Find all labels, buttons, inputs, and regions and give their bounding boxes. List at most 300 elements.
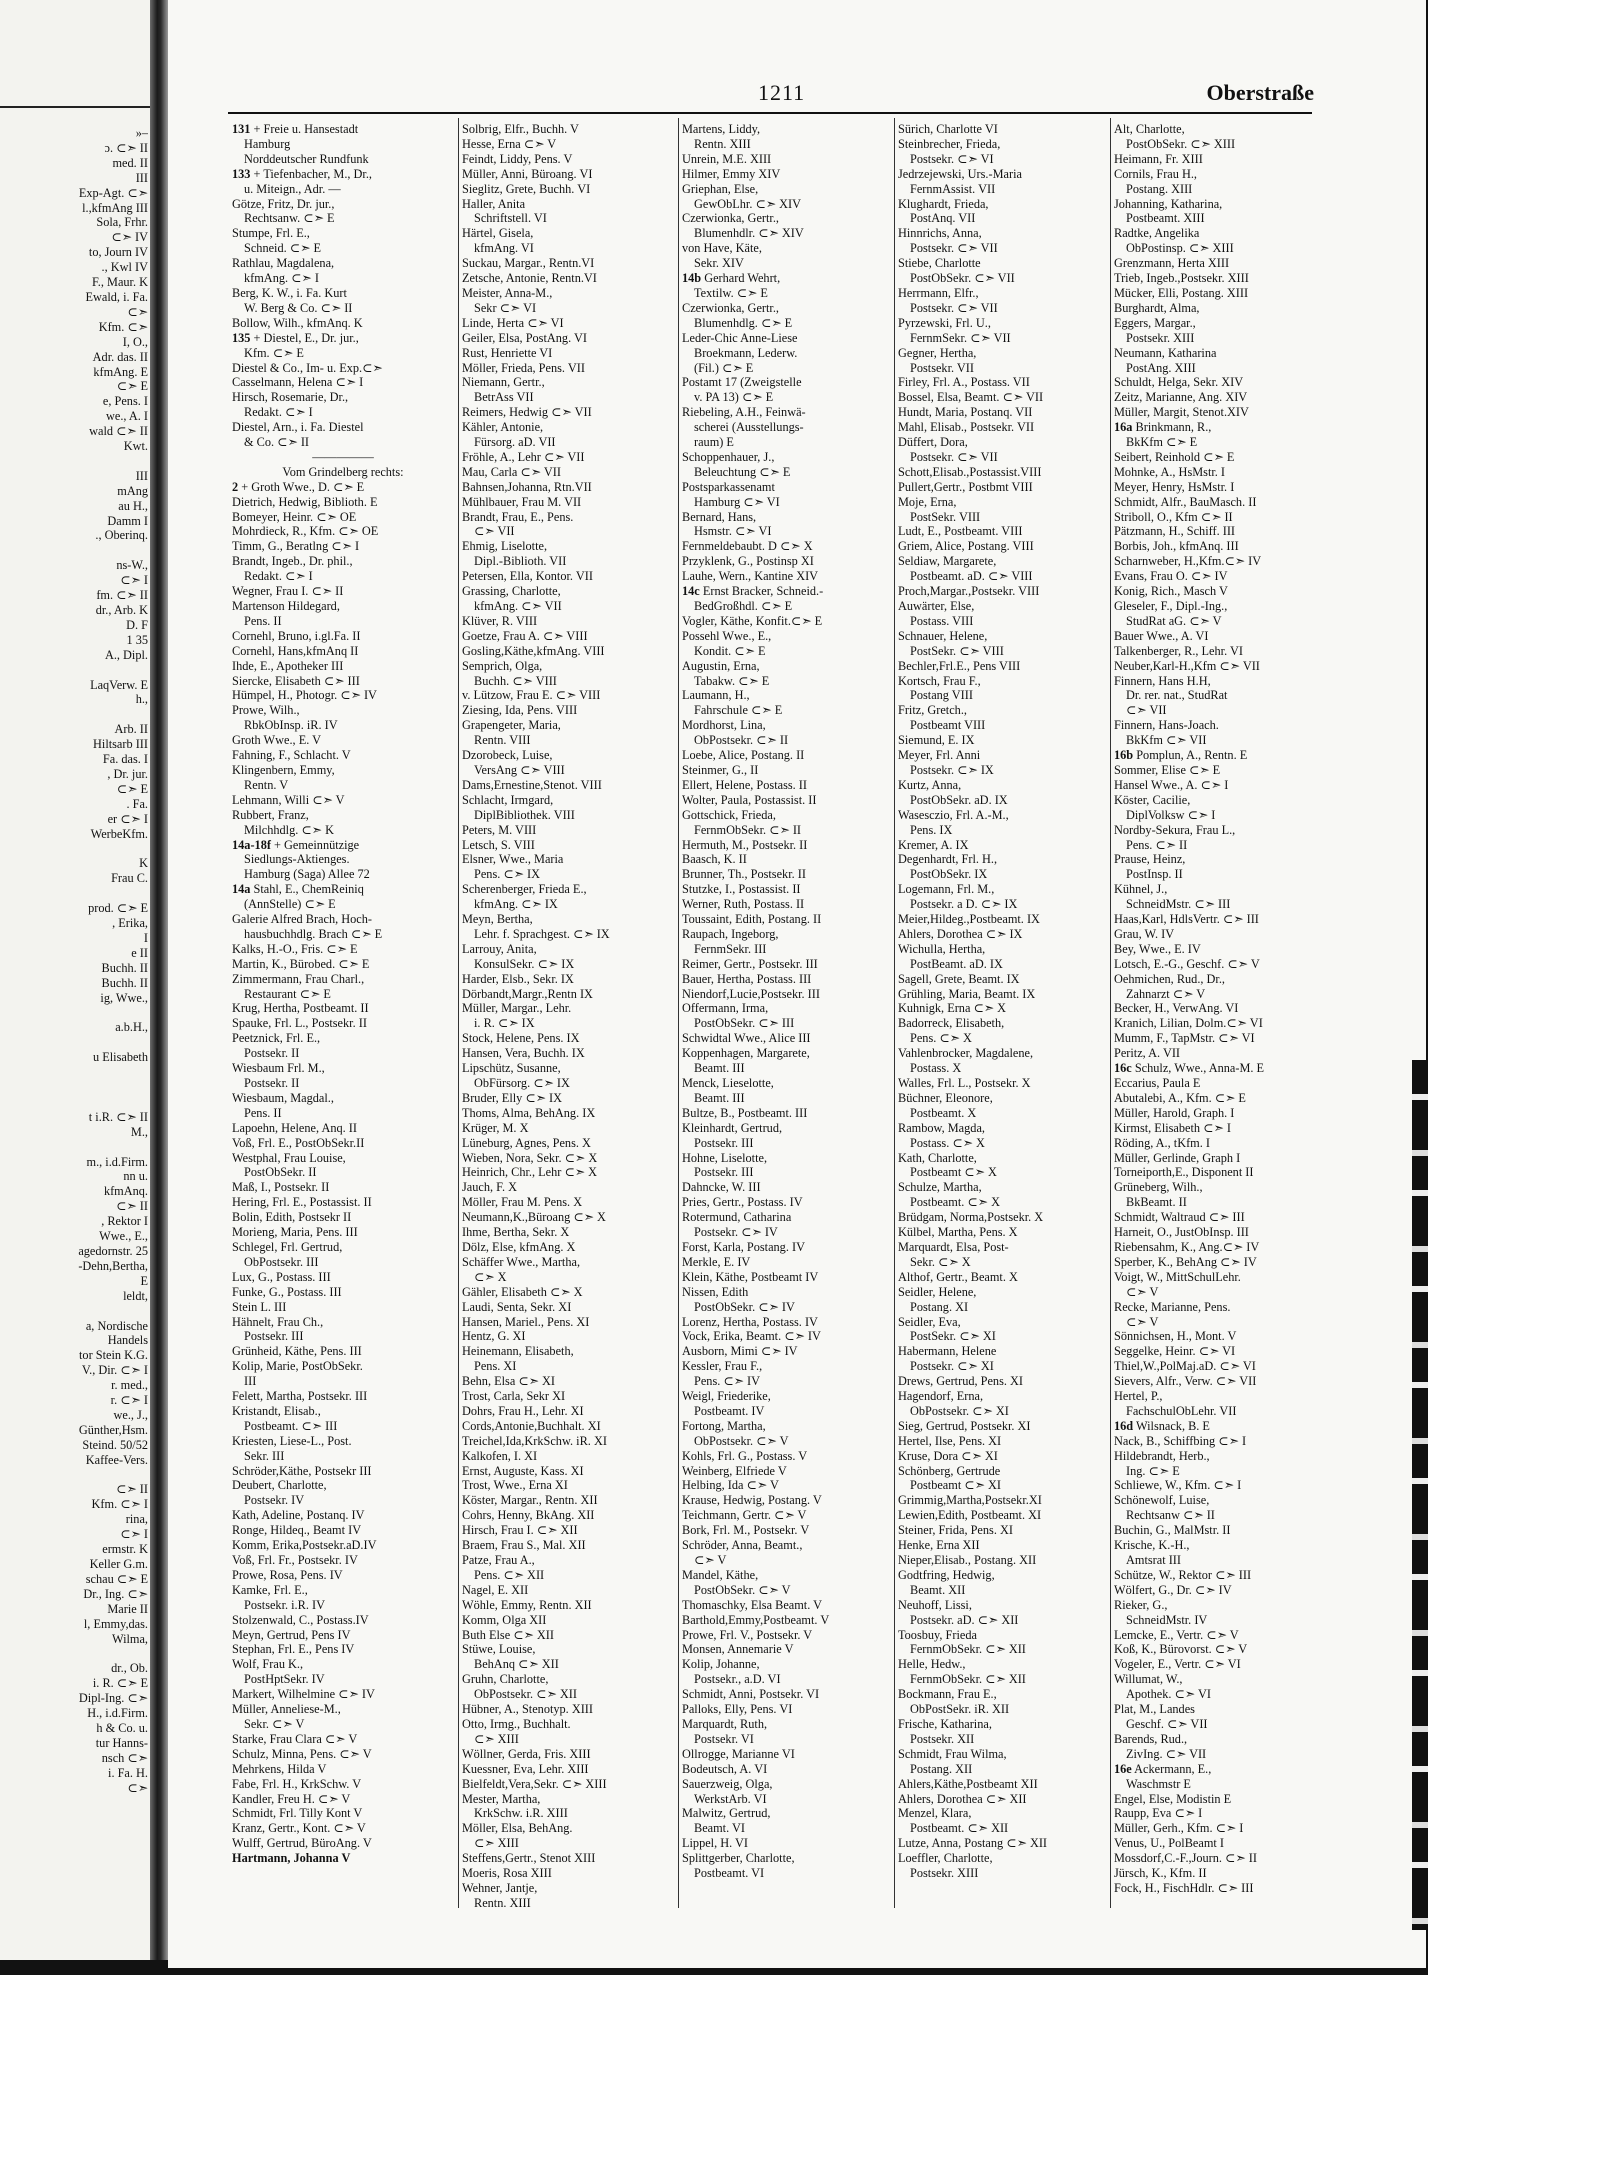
directory-entry: Sekr. ⊂➣ V [244, 1716, 305, 1731]
directory-entry: DiplVolksw ⊂➣ I [1126, 807, 1216, 822]
directory-entry: Apothek. ⊂➣ VI [1126, 1687, 1211, 1702]
directory-entry: Lorenz, Hertha, Postass. IV [682, 1314, 818, 1329]
directory-entry: Hamburg (Saga) Allee 72 [244, 867, 370, 882]
directory-entry: Auwärter, Else, [898, 599, 975, 613]
directory-entry: Kirmst, Elisabeth ⊂➣ I [1114, 1120, 1231, 1135]
directory-entry: Postsekr. ⊂➣ VII [910, 300, 998, 315]
directory-entry: Martens, Liddy, [682, 122, 761, 136]
directory-entry: Schuldt, Helga, Sekr. XIV [1114, 375, 1244, 390]
directory-entry: Hansen, Mariel., Pens. XI [462, 1314, 590, 1329]
directory-entry: Palloks, Elly, Pens. VI [682, 1702, 793, 1717]
directory-entry: Menzel, Klara, [898, 1806, 972, 1821]
left-page-fragment: t i.R. ⊂➣ II [88, 1109, 148, 1124]
directory-entry: Elsner, Wwe., Maria [462, 852, 564, 867]
directory-entry: Sekr. III [244, 1448, 285, 1463]
left-page-fragment: Buchh. II [101, 975, 148, 990]
directory-entry: Postass. X [910, 1061, 962, 1076]
directory-entry: Postbeamt. IV [694, 1403, 765, 1418]
directory-entry: Loebe, Alice, Postang. II [682, 748, 805, 763]
directory-entry: Rambow, Magda, [898, 1120, 985, 1135]
directory-entry: Solbrig, Elfr., Buchh. V [462, 122, 579, 136]
left-page-fragment: Damm I [107, 513, 148, 528]
directory-entry: Müller, Gerh., Kfm. ⊂➣ I [1114, 1821, 1244, 1836]
directory-entry: Wieben, Nora, Sekr. ⊂➣ X [462, 1150, 598, 1165]
directory-entry: Kath, Charlotte, [898, 1150, 977, 1165]
directory-entry: Pens. ⊂➣ X [910, 1031, 972, 1046]
directory-entry: Moeris, Rosa XIII [462, 1866, 552, 1881]
directory-entry: Krüger, M. X [462, 1120, 529, 1135]
directory-entry: Schmidt, Alfr., BauMasch. II [1114, 494, 1257, 509]
directory-entry: Vogler, Käthe, Konfit.⊂➣ E [682, 613, 823, 628]
directory-entry: Trost, Wwe., Erna XI [462, 1478, 568, 1493]
directory-entry: Maß, I., Postsekr. II [232, 1180, 330, 1195]
left-page-fragment [4, 707, 148, 722]
directory-entry: Bodeutsch, A. VI [682, 1761, 768, 1776]
directory-entry: Hansen, Vera, Buchh. IX [462, 1046, 585, 1061]
directory-entry: Pyrzewski, Frl. U., [898, 315, 991, 330]
directory-entry: Stolzenwald, C., Postass.IV [232, 1612, 369, 1627]
directory-entry: Köster, Margar., Rentn. XII [462, 1493, 598, 1508]
directory-entry: Zetsche, Antonie, Rentn.VI [462, 271, 597, 286]
directory-entry: Postsekr. IV [244, 1493, 305, 1508]
directory-entry: Fock, H., FischHdlr. ⊂➣ III [1114, 1880, 1254, 1895]
directory-entry: Vock, Erika, Beamt. ⊂➣ IV [682, 1329, 821, 1344]
directory-entry: Larrouy, Anita, [462, 941, 537, 956]
directory-entry: Drews, Gertrud, Pens. XI [898, 1374, 1023, 1389]
directory-entry: Bechler,Frl.E., Pens VIII [898, 658, 1021, 673]
directory-entry: Dahncke, W. III [682, 1180, 761, 1195]
directory-entry: Lüneburg, Agnes, Pens. X [462, 1135, 591, 1150]
directory-entry: Siedlungs-Aktienges. [244, 852, 350, 867]
directory-entry: BkKfm ⊂➣ VII [1126, 733, 1207, 748]
directory-entry: Hümpel, H., Photogr. ⊂➣ IV [232, 688, 377, 703]
directory-entry: Thiel,W.,PolMaj.aD. ⊂➣ VI [1114, 1359, 1256, 1374]
left-page-fragment: h., [135, 692, 148, 707]
left-page-fragment: ⊂➣ [127, 304, 148, 319]
directory-entry: Gegner, Hertha, [898, 345, 977, 360]
directory-entry: Sekr ⊂➣ VI [474, 300, 537, 315]
left-page-fragment [4, 842, 148, 857]
directory-column-2 [462, 122, 674, 1911]
directory-entry: ⊂➣ VII [1126, 703, 1167, 718]
left-page-fragment: we., J., [113, 1407, 148, 1422]
directory-entry: Lux, G., Postass. III [232, 1269, 331, 1284]
directory-entry: Nagel, E. XII [462, 1582, 529, 1597]
directory-entry: Dipl.-Biblioth. VII [474, 554, 567, 569]
directory-entry: Postang. XIII [1126, 181, 1193, 196]
directory-entry: Deubert, Charlotte, [232, 1478, 327, 1493]
directory-entry: 14a-18f + Gemeinnützige [232, 837, 360, 852]
directory-entry: Broekmann, Lederw. [694, 345, 798, 360]
directory-entry: PostSekr. ⊂➣ VIII [910, 643, 1004, 658]
left-page-fragment: tor Stein K.G. [79, 1348, 148, 1363]
left-page-fragment: Hiltsarb III [93, 737, 148, 752]
directory-entry: Schmidt, Frl. Tilly Kont V [232, 1806, 363, 1821]
directory-entry: Teichmann, Gertr. ⊂➣ V [682, 1508, 807, 1523]
directory-entry: 14b Gerhard Wehrt, [682, 271, 781, 286]
directory-entry: Grenzmann, Herta XIII [1114, 256, 1230, 271]
directory-entry: Kalks, H.-O., Fris. ⊂➣ E [232, 941, 358, 956]
directory-entry: Hentz, G. XI [462, 1329, 526, 1344]
directory-entry: BkBeamt. II [1126, 1195, 1187, 1210]
directory-entry: Hübner, A., Stenotyp. XIII [462, 1702, 593, 1717]
directory-entry: Mordhorst, Lina, [682, 718, 766, 733]
directory-entry: Lipschütz, Susanne, [462, 1061, 561, 1076]
directory-entry: Borbis, Joh., kfmAnq. III [1114, 539, 1239, 554]
left-page-fragment: Adr. das. II [92, 349, 148, 364]
header-rule [228, 112, 1312, 114]
directory-entry: Ernst, Auguste, Kass. XI [462, 1463, 584, 1478]
directory-entry: Finnern, Hans-Joach. [1114, 718, 1219, 733]
left-page-fragment: , Erika, [112, 916, 148, 931]
left-page-fragment: »– [135, 126, 148, 140]
left-page-fragment: D. F [126, 617, 148, 632]
directory-entry: Sönnichsen, H., Mont. V [1114, 1329, 1237, 1344]
directory-entry: Komm, Olga XII [462, 1612, 547, 1627]
directory-entry: Schwidtal Wwe., Alice III [682, 1031, 811, 1046]
directory-entry: Vahlenbrocker, Magdalene, [898, 1046, 1034, 1061]
directory-entry: Lapoehn, Helene, Anq. II [232, 1120, 357, 1135]
directory-entry: Cornehl, Bruno, i.gl.Fa. II [232, 628, 361, 643]
directory-entry: Postsekr. VII [910, 360, 974, 375]
left-page-fragment: ig, Wwe., [100, 990, 148, 1005]
directory-entry: Fritz, Gretch., [898, 703, 967, 718]
left-page-fragment: Sola, Frhr. [96, 215, 148, 230]
directory-entry: Dohrs, Frau H., Lehr. XI [462, 1403, 584, 1418]
directory-entry: Schott,Elisab.,Postassist.VIII [898, 464, 1042, 479]
directory-entry: Mahl, Elisab., Postsekr. VII [898, 420, 1035, 435]
directory-entry: Kuhnigk, Erna ⊂➣ X [898, 1001, 1007, 1016]
directory-entry: Kristandt, Elisab., [232, 1403, 321, 1418]
directory-entry: PostObSekr. ⊂➣ IV [694, 1299, 795, 1314]
directory-entry: Harder, Elsb., Sekr. IX [462, 971, 574, 986]
directory-entry: Postbeamt ⊂➣ X [910, 1165, 997, 1180]
directory-entry: Müller, Margit, Stenot.XIV [1114, 405, 1249, 420]
directory-entry: Pens. ⊂➣ XII [474, 1567, 545, 1582]
directory-entry: Harneit, O., JustObInsp. III [1114, 1225, 1249, 1240]
directory-entry: Postsekr. a D. ⊂➣ IX [910, 897, 1018, 912]
directory-entry: Hirsch, Rosemarie, Dr., [232, 390, 349, 405]
directory-entry: SchneidMstr. IV [1126, 1612, 1208, 1627]
directory-entry: Badorreck, Elisabeth, [898, 1016, 1005, 1031]
directory-entry: Seldiaw, Margarete, [898, 554, 997, 569]
directory-entry: Galerie Alfred Brach, Hoch- [232, 912, 372, 927]
directory-entry: Lauhe, Wern., Kantine XIV [682, 569, 819, 584]
directory-entry: Gottschick, Frieda, [682, 807, 776, 822]
directory-entry: Oehmichen, Rud., Dr., [1114, 971, 1225, 986]
directory-entry: Marquardt, Ruth, [682, 1716, 768, 1731]
directory-entry: Postsekr. ⊂➣ IX [910, 762, 994, 777]
left-page-fragment: prod. ⊂➣ E [88, 901, 148, 916]
directory-entry: Müller, Harold, Graph. I [1114, 1105, 1235, 1120]
left-page-fragment: u Elisabeth [93, 1050, 148, 1065]
left-page-fragment: i. Fa. H. [108, 1765, 148, 1780]
directory-entry: & Co. ⊂➣ II [244, 435, 310, 450]
left-page-fragment: Dr., Ing. ⊂➣ [83, 1586, 148, 1601]
directory-entry: Raupp, Eva ⊂➣ I [1114, 1806, 1203, 1821]
directory-entry: Schoppenhauer, J., [682, 449, 775, 464]
directory-entry: Cornehl, Hans,kfmAnq II [232, 643, 359, 658]
directory-entry: Steinbrecher, Frieda, [898, 136, 1001, 151]
left-page-fragment: m., i.d.Firm. [86, 1154, 148, 1169]
directory-entry: Abutalebi, A., Kfm. ⊂➣ E [1114, 1090, 1246, 1105]
left-page-fragment [4, 886, 148, 901]
left-page-fragment: Marie II [107, 1601, 148, 1616]
directory-entry: Willumat, W., [1114, 1672, 1183, 1687]
directory-entry: Kuessner, Eva, Lehr. XIII [462, 1761, 589, 1776]
directory-entry: Martin, K., Bürobed. ⊂➣ E [232, 956, 370, 971]
left-page-fragment: . Fa. [126, 796, 148, 811]
directory-entry: Henke, Erna XII [898, 1538, 980, 1553]
directory-entry: Kleinhardt, Gertrud, [682, 1120, 783, 1135]
directory-entry: Bruder, Elly ⊂➣ IX [462, 1090, 563, 1105]
directory-entry: Postsekr. XII [910, 1731, 975, 1746]
directory-entry: Ollrogge, Marianne VI [682, 1746, 795, 1761]
column-divider [678, 118, 679, 1908]
left-page-fragment: V., Dir. ⊂➣ I [81, 1363, 148, 1378]
left-page-fragment: nn u. [123, 1169, 148, 1184]
page-number: 1211 [758, 80, 806, 105]
directory-entry: DiplBibliothek. VIII [474, 807, 575, 822]
directory-entry: Wegner, Frau I. ⊂➣ II [232, 584, 344, 599]
left-page-fragment: l, Emmy,das. [83, 1616, 148, 1631]
directory-entry: 133 + Tiefenbacher, M., Dr., [232, 166, 372, 181]
left-page-fragment: , Rektor I [101, 1214, 148, 1229]
directory-entry: Bolin, Edith, Postsekr II [232, 1210, 352, 1225]
left-page-fragment: H., i.d.Firm. [87, 1706, 148, 1721]
directory-entry: Ronge, Hildeq., Beamt IV [232, 1523, 362, 1538]
directory-entry: Stiebe, Charlotte [898, 256, 981, 271]
directory-entry: Wichulla, Hertha, [898, 941, 986, 956]
directory-entry: Marquardt, Elsa, Post- [898, 1239, 1009, 1254]
directory-entry: Grapengeter, Maria, [462, 718, 561, 733]
directory-entry: Postsekr. III [244, 1329, 304, 1344]
directory-entry: Müller, Gerlinde, Graph I [1114, 1150, 1241, 1165]
directory-entry: Prause, Heinz, [1114, 852, 1186, 867]
directory-entry: Rieker, G., [1114, 1597, 1168, 1612]
left-page-fragment: M., [130, 1124, 148, 1139]
directory-entry: Niendorf,Lucie,Postsekr. III [682, 986, 820, 1001]
directory-entry: Müller, Anneliese-M., [232, 1702, 341, 1717]
directory-entry: W. Berg & Co. ⊂➣ II [244, 300, 353, 315]
directory-entry: BkKfm ⊂➣ E [1126, 435, 1198, 450]
directory-entry: ⊂➣ V [1126, 1284, 1159, 1299]
directory-entry: Trost, Carla, Sekr XI [462, 1389, 566, 1404]
directory-entry: Meier,Hildeg.,Postbeamt. IX [898, 912, 1040, 927]
directory-entry: Mumm, F., TapMstr. ⊂➣ VI [1114, 1031, 1255, 1046]
directory-entry: Siercke, Elisabeth ⊂➣ III [232, 673, 360, 688]
directory-entry: i. R. ⊂➣ IX [474, 1016, 535, 1031]
directory-entry: Finnern, Hans H.H, [1114, 673, 1211, 688]
column-divider [458, 118, 459, 1908]
directory-column-4 [898, 122, 1106, 1881]
directory-entry: Logemann, Frl. M., [898, 882, 995, 897]
directory-entry: Ziesing, Ida, Pens. VIII [462, 703, 578, 718]
directory-entry: BetrAss VII [474, 390, 534, 405]
directory-entry: BedGroßhdl. ⊂➣ E [694, 599, 793, 613]
directory-entry: Haller, Anita [462, 196, 526, 211]
left-page-fragment: Kfm. ⊂➣ I [91, 1497, 148, 1512]
directory-entry: Sekr. XIV [694, 256, 744, 271]
directory-entry: Postsparkassenamt [682, 479, 775, 494]
directory-entry: Meyn, Gertrud, Pens IV [232, 1627, 351, 1642]
left-page-fragment: dr., Arb. K [95, 603, 148, 617]
directory-entry: Hertel, Ilse, Pens. XI [898, 1433, 1002, 1448]
directory-entry: Pens. ⊂➣ II [1126, 837, 1188, 852]
directory-column-5 [1114, 122, 1322, 1896]
left-page-fragment: we., A. I [105, 409, 148, 424]
directory-entry: Monsen, Annemarie V [682, 1642, 794, 1657]
directory-entry: Postass. ⊂➣ X [910, 1135, 985, 1150]
directory-entry: Raupach, Ingeborg, [682, 926, 779, 941]
left-page-fragment [4, 1080, 148, 1095]
directory-entry: Prowe, Wilh., [232, 703, 300, 718]
directory-entry: Timm, G., Beratlng ⊂➣ I [232, 539, 360, 554]
directory-entry: Möller, Frieda, Pens. VII [462, 360, 585, 375]
directory-entry: Ihme, Bertha, Sekr. X [462, 1225, 570, 1240]
directory-entry: Komm, Erika,Postsekr.aD.IV [232, 1538, 377, 1553]
directory-entry: Mau, Carla ⊂➣ VII [462, 464, 561, 479]
directory-entry: Mehrkens, Hilda V [232, 1761, 327, 1776]
directory-entry: Hilmer, Emmy XIV [682, 166, 781, 181]
directory-entry: Postsekr. XIII [1126, 330, 1195, 345]
directory-entry: Bockmann, Frau E., [898, 1687, 997, 1702]
directory-entry: Sieglitz, Grete, Buchh. VI [462, 181, 591, 196]
directory-entry: Splittgerber, Charlotte, [682, 1851, 795, 1866]
directory-entry: Stock, Helene, Pens. IX [462, 1031, 580, 1046]
left-page-fragment [4, 543, 148, 558]
directory-entry: von Have, Käte, [682, 241, 762, 256]
directory-entry: Peetznick, Frl. E., [232, 1031, 321, 1046]
directory-entry: Torneiporth,E., Disponent II [1114, 1165, 1254, 1180]
directory-entry: ObPostsekr. ⊂➣ XI [910, 1403, 1009, 1418]
directory-entry: Kolip, Johanne, [682, 1657, 760, 1672]
directory-entry: WerkstArb. VI [694, 1791, 767, 1806]
directory-entry: PostObSekr. aD. IX [910, 792, 1008, 807]
directory-entry: Mohrdieck, R., Kfm. ⊂➣ OE [232, 524, 379, 539]
directory-entry: PostObSekr. IX [910, 867, 988, 882]
directory-entry: (Fil.) ⊂➣ E [694, 360, 754, 375]
directory-entry: Kühnel, J., [1114, 882, 1168, 897]
directory-entry: Redakt. ⊂➣ I [244, 569, 313, 584]
left-page-fragment: Kfm. ⊂➣ [98, 319, 148, 334]
directory-entry: Burghardt, Alma, [1114, 300, 1200, 315]
directory-entry: PostAng. XIII [1126, 360, 1196, 375]
directory-entry: Thomaschky, Elsa Beamt. V [682, 1597, 823, 1612]
directory-entry: Postbeamt VIII [910, 718, 986, 733]
directory-entry: Zahnarzt ⊂➣ V [1126, 986, 1206, 1001]
directory-entry: Möller, Elsa, BehAng. [462, 1821, 573, 1836]
directory-entry: Grünheid, Käthe, Pens. III [232, 1344, 362, 1359]
directory-entry: Firley, Frl. A., Postass. VII [898, 375, 1030, 390]
directory-entry: Schütze, W., Rektor ⊂➣ III [1114, 1567, 1252, 1582]
left-page-fragment: Dipl-Ing. ⊂➣ [78, 1691, 148, 1706]
directory-entry: Kremer, A. IX [898, 837, 969, 852]
directory-entry: 16a Brinkmann, R., [1114, 420, 1212, 435]
directory-entry: Postang VIII [910, 688, 973, 703]
directory-entry: Berg, K. W., i. Fa. Kurt [232, 285, 347, 300]
directory-entry: Beamt. III [694, 1061, 745, 1076]
directory-entry: Groth Wwe., E. V [232, 733, 322, 748]
left-page-edge [0, 0, 150, 1960]
directory-entry: Beamt. VI [694, 1821, 746, 1836]
directory-entry: Behn, Elsa ⊂➣ XI [462, 1374, 556, 1389]
directory-entry: Jauch, F. X [462, 1180, 518, 1195]
directory-entry: Postbeamt. ⊂➣ III [244, 1418, 338, 1433]
directory-entry: Postsekr. i.R. IV [244, 1597, 325, 1612]
directory-entry: Ahlers, Dorothea ⊂➣ XII [898, 1791, 1027, 1806]
directory-entry: Postbeamt. ⊂➣ XII [910, 1821, 1009, 1836]
directory-entry: FernmObSekr. ⊂➣ XII [910, 1672, 1026, 1687]
directory-entry: Postsekr. III [694, 1165, 754, 1180]
left-page-fragment: Wilma, [111, 1631, 148, 1646]
directory-entry: Wolter, Paula, Postassist. II [682, 792, 817, 807]
left-page-fragment: LaqVerw. E [90, 677, 148, 692]
left-page-fragment: agedornstr. 25 [78, 1243, 148, 1258]
directory-entry: Postsekr. ⊂➣ VII [910, 241, 998, 256]
directory-entry: Redakt. ⊂➣ I [244, 405, 313, 420]
left-page-fragment [4, 1468, 148, 1483]
directory-entry: Buchin, G., MalMstr. II [1114, 1523, 1231, 1538]
directory-entry: Fortong, Martha, [682, 1418, 766, 1433]
directory-entry: hausbuchhdlg. Brach ⊂➣ E [244, 926, 383, 941]
directory-entry: Krug, Hertha, Postbeamt. II [232, 1001, 369, 1016]
directory-entry: Wöhle, Emmy, Rentn. XII [462, 1597, 592, 1612]
directory-entry: Degenhardt, Frl. H., [898, 852, 998, 867]
left-page-fragment: r. med., [111, 1378, 148, 1393]
directory-entry: Kriesten, Liese-L., Post. [232, 1433, 352, 1448]
directory-entry: ObFürsorg. ⊂➣ IX [474, 1076, 570, 1090]
directory-entry: Bauer, Hertha, Postass. III [682, 971, 812, 986]
directory-entry: KonsulSekr. ⊂➣ IX [474, 956, 575, 971]
left-page-fragment [4, 1304, 148, 1319]
directory-entry: Fahrschule ⊂➣ E [694, 703, 783, 718]
directory-entry: Evans, Frau O. ⊂➣ IV [1114, 569, 1228, 584]
left-page-fragment: ⊂➣ I [120, 573, 148, 588]
directory-entry: Pens. II [244, 613, 282, 628]
directory-entry: Fürsorg. aD. VII [474, 435, 556, 450]
directory-entry: Klughardt, Frieda, [898, 196, 989, 211]
directory-entry: Felett, Martha, Postsekr. III [232, 1389, 368, 1404]
left-page-fragment: I, O., [122, 334, 148, 349]
directory-entry: Stein L. III [232, 1299, 287, 1314]
left-page-fragment: l.,kfmAng III [82, 200, 148, 215]
directory-entry: ⊂➣ V [1126, 1314, 1159, 1329]
directory-entry: (AnnStelle) ⊂➣ E [244, 897, 336, 912]
directory-entry: Wiesbaum, Magdal., [232, 1090, 334, 1105]
directory-entry: Postsekr., a.D. VI [694, 1672, 781, 1687]
directory-entry: Heinemann, Elisabeth, [462, 1344, 574, 1359]
directory-entry: Braem, Frau S., Mal. XII [462, 1538, 586, 1553]
left-page-fragment: I [143, 930, 148, 945]
directory-entry: Pullert,Gertr., Postbmt VIII [898, 479, 1033, 494]
directory-entry: 14c Ernst Bracker, Schneid.- [682, 584, 824, 599]
directory-entry: Hermuth, M., Postsekr. II [682, 837, 808, 852]
directory-entry: PostObSekr. ⊂➣ V [694, 1582, 791, 1597]
directory-entry: Brandt, Frau, E., Pens. [462, 509, 574, 524]
directory-entry: Postbeamt ⊂➣ XI [910, 1478, 1001, 1493]
directory-entry: Düffert, Dora, [898, 435, 968, 450]
directory-entry: Dölz, Else, kfmAng. X [462, 1239, 576, 1254]
directory-entry: Milchhdlg. ⊂➣ K [244, 822, 334, 837]
directory-entry: Schlegel, Frl. Gertrud, [232, 1239, 343, 1254]
directory-entry: Kohls, Frl. G., Postass. V [682, 1448, 808, 1463]
left-page-fragment: K [139, 856, 148, 871]
directory-entry: Stumpe, Frl. E., [232, 226, 310, 241]
directory-entry: Beleuchtung ⊂➣ E [694, 464, 791, 479]
directory-entry: Merkle, E. IV [682, 1254, 751, 1269]
directory-entry: Baasch, K. II [682, 852, 747, 867]
